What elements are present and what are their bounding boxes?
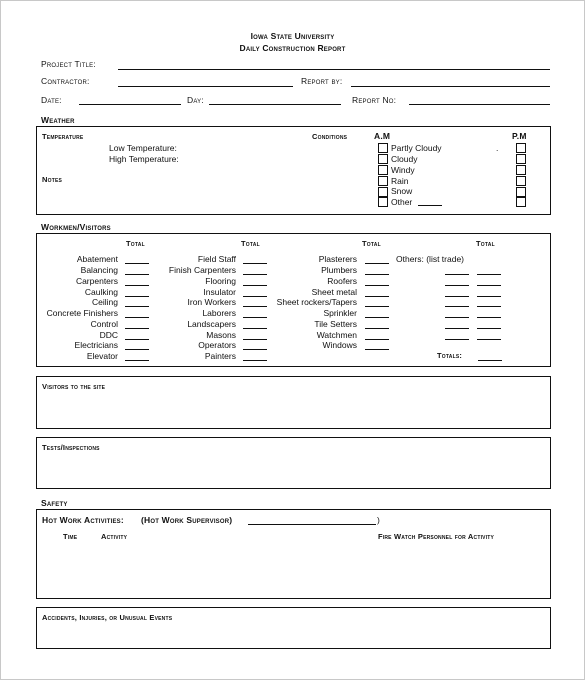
am-snow-checkbox[interactable] xyxy=(378,187,388,197)
trade-abatement: Abatement xyxy=(76,254,118,264)
report-by-field[interactable] xyxy=(351,86,550,87)
trade-operators: Operators xyxy=(198,340,236,350)
hot-work-label: Hot Work Activities: xyxy=(42,515,124,525)
project-title-label: Project Title: xyxy=(41,59,96,69)
grand-total-field[interactable] xyxy=(478,360,502,361)
am-cloudy-checkbox[interactable] xyxy=(378,154,388,164)
fire-watch-column-label: Fire Watch Personnel for Activity xyxy=(378,532,495,541)
total-field[interactable] xyxy=(365,328,389,329)
trade-electricians: Electricians xyxy=(74,340,118,350)
conditions-label: Conditions xyxy=(312,132,348,141)
other-condition-field[interactable] xyxy=(418,205,442,206)
other-trade-field[interactable] xyxy=(445,306,469,307)
total-header-1: Total xyxy=(126,239,145,248)
other-total-field[interactable] xyxy=(477,285,501,286)
project-title-field[interactable] xyxy=(118,69,550,70)
low-temp-label: Low Temperature: xyxy=(109,143,177,153)
hot-work-supervisor-label: (Hot Work Supervisor) xyxy=(141,515,233,525)
other-trade-field[interactable] xyxy=(445,296,469,297)
visitors-label: Visitors to the site xyxy=(42,382,106,391)
trade-plasterers: Plasterers xyxy=(318,254,357,264)
other-trade-field[interactable] xyxy=(445,328,469,329)
pm-cloudy-checkbox[interactable] xyxy=(516,154,526,164)
total-field[interactable] xyxy=(365,274,389,275)
am-other-checkbox[interactable] xyxy=(378,197,388,207)
trade-sprinkler: Sprinkler xyxy=(323,308,357,318)
trade-flooring: Flooring xyxy=(205,276,236,286)
others-label: Others: (list trade) xyxy=(396,254,465,264)
report-title: Daily Construction Report xyxy=(239,43,346,53)
total-field[interactable] xyxy=(365,317,389,318)
trade-concrete-finishers: Concrete Finishers xyxy=(46,308,118,318)
trade-sheet-metal: Sheet metal xyxy=(311,287,357,297)
trade-ddc: DDC xyxy=(99,330,118,340)
trade-elevator: Elevator xyxy=(86,351,118,361)
report-by-label: Report by: xyxy=(301,76,343,86)
am-partly-cloudy-checkbox[interactable] xyxy=(378,143,388,153)
hot-work-supervisor-field[interactable] xyxy=(248,524,376,525)
other-total-field[interactable] xyxy=(477,328,501,329)
other-trade-field[interactable] xyxy=(445,274,469,275)
day-label: Day: xyxy=(187,95,204,105)
trade-control: Control xyxy=(90,319,118,329)
condition-snow: Snow xyxy=(391,186,413,196)
weather-box xyxy=(36,126,551,215)
pm-rain-checkbox[interactable] xyxy=(516,176,526,186)
pm-snow-checkbox[interactable] xyxy=(516,187,526,197)
tests-box[interactable] xyxy=(36,437,551,489)
trade-carpenters: Carpenters xyxy=(75,276,118,286)
report-no-label: Report No: xyxy=(352,95,397,105)
trade-windows: Windows xyxy=(322,340,357,350)
temperature-label: Temperature xyxy=(42,132,84,141)
trade-caulking: Caulking xyxy=(84,287,118,297)
trade-finish-carpenters: Finish Carpenters xyxy=(168,265,236,275)
pm-label: P.M xyxy=(512,131,527,141)
other-total-field[interactable] xyxy=(477,339,501,340)
condition-cloudy: Cloudy xyxy=(391,154,418,164)
safety-section-title: Safety xyxy=(41,498,68,508)
am-windy-checkbox[interactable] xyxy=(378,165,388,175)
trade-painters: Painters xyxy=(204,351,236,361)
time-column-label: Time xyxy=(63,532,78,541)
trade-insulator: Insulator xyxy=(203,287,236,297)
accidents-label: Accidents, Injuries, or Unusual Events xyxy=(42,613,173,622)
other-trade-field[interactable] xyxy=(445,285,469,286)
total-field[interactable] xyxy=(365,306,389,307)
am-label: A.M xyxy=(374,131,391,141)
condition-partly-cloudy: Partly Cloudy xyxy=(391,143,442,153)
report-no-field[interactable] xyxy=(409,104,550,105)
other-trade-field[interactable] xyxy=(445,317,469,318)
trade-balancing: Balancing xyxy=(80,265,118,275)
visitors-box[interactable] xyxy=(36,376,551,429)
contractor-field[interactable] xyxy=(118,86,293,87)
trade-plumbers: Plumbers xyxy=(321,265,357,275)
trade-watchmen: Watchmen xyxy=(316,330,357,340)
tests-label: Tests/Inspections xyxy=(42,443,100,452)
total-header-2: Total xyxy=(241,239,260,248)
weather-section-title: Weather xyxy=(41,115,75,125)
other-total-field[interactable] xyxy=(477,317,501,318)
other-total-field[interactable] xyxy=(477,274,501,275)
condition-other: Other xyxy=(391,197,413,207)
total-header-4: Total xyxy=(476,239,495,248)
trade-sheet-rockers-tapers: Sheet rockers/Tapers xyxy=(276,297,357,307)
high-temp-label: High Temperature: xyxy=(109,154,179,164)
trade-laborers: Laborers xyxy=(202,308,236,318)
university-name: Iowa State University xyxy=(250,31,335,41)
trade-masons: Masons xyxy=(206,330,236,340)
total-header-3: Total xyxy=(362,239,381,248)
condition-windy: Windy xyxy=(391,165,415,175)
other-total-field[interactable] xyxy=(477,306,501,307)
pm-windy-checkbox[interactable] xyxy=(516,165,526,175)
notes-label: Notes xyxy=(42,175,63,184)
date-label: Date: xyxy=(41,95,62,105)
activity-column-label: Activity xyxy=(101,532,128,541)
total-field[interactable] xyxy=(365,285,389,286)
total-field[interactable] xyxy=(365,263,389,264)
trade-landscapers: Landscapers xyxy=(187,319,236,329)
total-field[interactable] xyxy=(365,296,389,297)
pm-partly-cloudy-checkbox[interactable] xyxy=(516,143,526,153)
am-rain-checkbox[interactable] xyxy=(378,176,388,186)
total-field[interactable] xyxy=(365,349,389,350)
trade-roofers: Roofers xyxy=(327,276,357,286)
trade-iron-workers: Iron Workers xyxy=(187,297,236,307)
other-trade-field[interactable] xyxy=(445,339,469,340)
trade-ceiling: Ceiling xyxy=(92,297,118,307)
condition-rain: Rain xyxy=(391,176,409,186)
contractor-label: Contractor: xyxy=(41,76,90,86)
date-field[interactable] xyxy=(79,104,181,105)
pm-other-checkbox[interactable] xyxy=(516,197,526,207)
stray-dot: . xyxy=(496,143,499,153)
totals-label: Totals: xyxy=(437,351,463,360)
close-paren: ) xyxy=(377,515,380,525)
total-field[interactable] xyxy=(243,360,267,361)
total-field[interactable] xyxy=(365,339,389,340)
workmen-section-title: Workmen/Visitors xyxy=(41,222,111,232)
other-total-field[interactable] xyxy=(477,296,501,297)
trade-tile-setters: Tile Setters xyxy=(314,319,357,329)
trade-field-staff: Field Staff xyxy=(197,254,236,264)
day-field[interactable] xyxy=(209,104,341,105)
